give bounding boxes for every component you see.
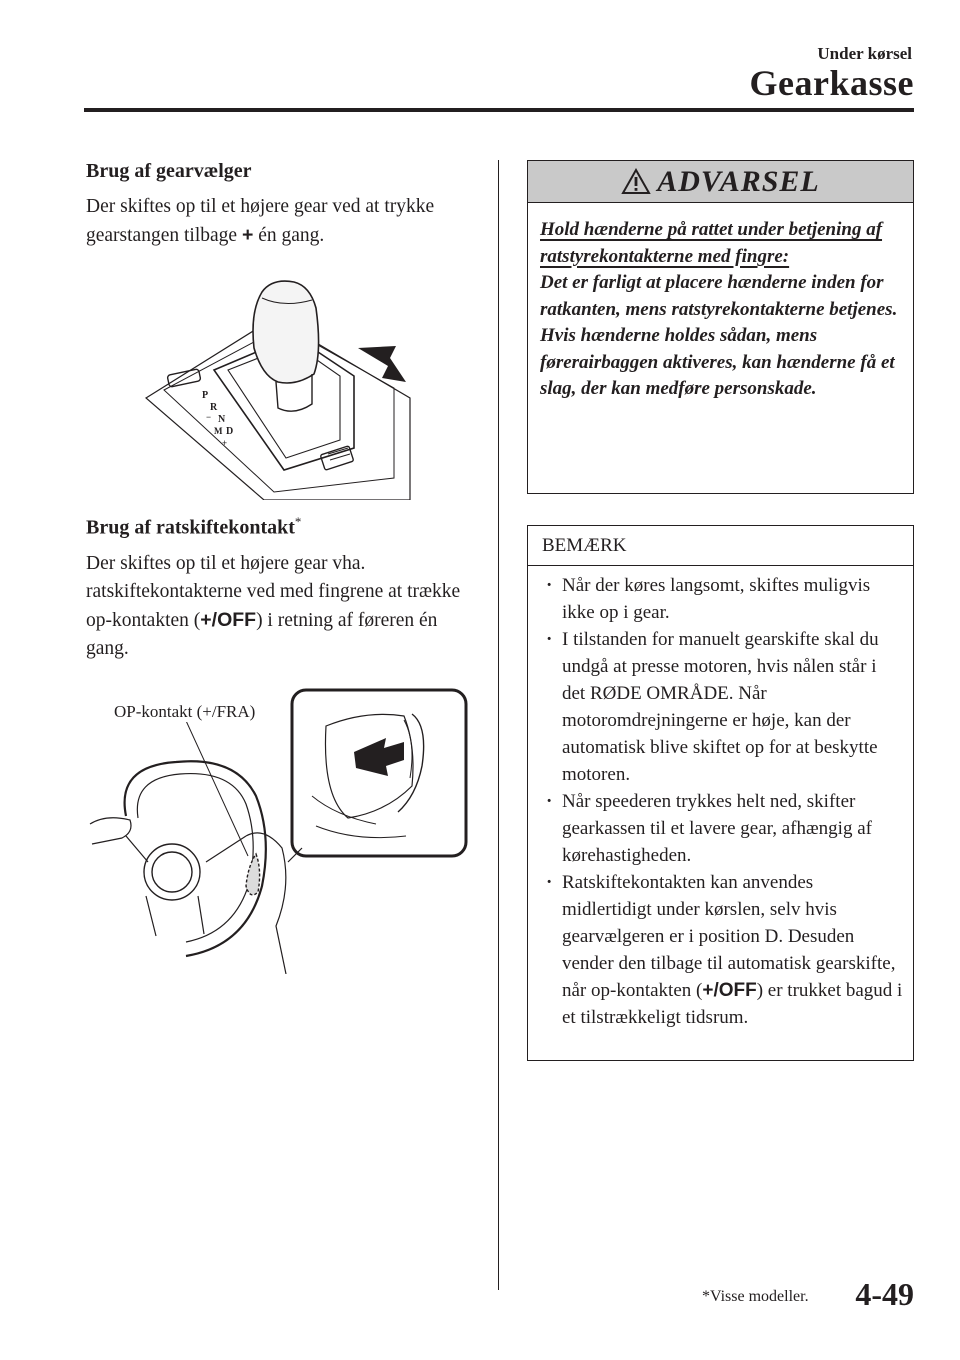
note-item <box>540 869 903 1031</box>
note-box <box>527 525 914 1061</box>
paddle-text-before: Der skiftes op til et højere gear vha. ratskiftekontakterne ved med fingrene at trække op-kontakten ( <box>86 552 461 631</box>
warning-body <box>528 203 913 403</box>
shifter-label-minus: − <box>206 412 212 422</box>
paddle-text-after: ) i retning af føreren én gang. <box>86 609 438 659</box>
note-list <box>528 566 913 1031</box>
figure-label: OP-kontakt (+/FRA) <box>114 702 256 721</box>
page-number: 4-49 <box>855 1276 914 1312</box>
plus-off-symbol: +/OFF <box>200 608 257 631</box>
steering-wheel-illustration <box>86 686 470 974</box>
warning-text: Det er farligt at placere hænderne inden for ratkanten, mens ratstyrekontakterne betjenes. Hvis hænderne holdes sådan, mens førerairbaggen aktiveres, kan hænderne få et slag, der kan medføre personskade. <box>540 272 898 399</box>
warning-header <box>528 161 913 203</box>
column-divider <box>498 160 499 1290</box>
paddle-heading-text: Brug af ratskiftekontakt <box>86 516 295 539</box>
warning-title: ADVARSEL <box>657 164 820 198</box>
note-item: · Når speederen trykkes helt ned, skifter gearkassen til et lavere gear, afhængig af kørehastigheden. <box>540 788 903 869</box>
gear-shifter-illustration <box>144 278 412 500</box>
gearlever-heading: Brug af gearvælger <box>86 160 252 182</box>
warning-triangle-icon <box>621 168 651 195</box>
paddle-text <box>86 550 480 663</box>
plus-symbol: + <box>241 224 254 246</box>
note-item: · I tilstanden for manuelt gearskifte skal du undgå at presse motoren, hvis nålen står i det RØDE OMRÅDE. Når motoromdrejningerne er høje, kan der automatisk blive skiftet op for at beskytte motoren. <box>540 626 903 788</box>
note-title: BEMÆRK <box>528 526 913 566</box>
page-title: Gearkasse <box>749 63 914 103</box>
note-item-text: ) er trukket bagud i et tilstrækkeligt tidsrum. <box>562 980 903 1028</box>
section-label: Under kørsel <box>817 44 912 63</box>
header-rule <box>84 108 914 112</box>
warning-emphasis: Hold hænderne på rattet under betjening af ratstyrekontakterne med fingre: <box>540 219 883 267</box>
gearlever-text <box>86 193 480 250</box>
shifter-label-plus: + <box>222 438 228 448</box>
shifter-label-n: N <box>218 414 226 425</box>
shifter-label-p: P <box>202 390 209 401</box>
plus-off-symbol: +/OFF <box>702 980 757 1001</box>
shifter-label-d: D <box>226 426 234 437</box>
note-item-text: Ratskiftekontakten kan anvendes midlertidigt under kørslen, selv hvis gearvælgeren er i position D. Desuden vender den tilbage til automatisk gearskifte, når op-kontakten ( <box>562 872 896 1001</box>
shifter-label-m: M <box>214 426 223 436</box>
gearlever-text-before: Der skiftes op til et højere gear ved at trykke gearstangen tilbage <box>86 196 435 246</box>
footnote: *Visse modeller. <box>702 1288 809 1305</box>
paddle-heading <box>86 514 480 540</box>
gearlever-text-after: én gang. <box>253 225 325 246</box>
shifter-label-r: R <box>210 402 218 413</box>
warning-box <box>527 160 914 494</box>
footnote-mark: * <box>294 514 302 529</box>
note-item: · Når der køres langsomt, skiftes muligvis ikke op i gear. <box>540 572 903 626</box>
